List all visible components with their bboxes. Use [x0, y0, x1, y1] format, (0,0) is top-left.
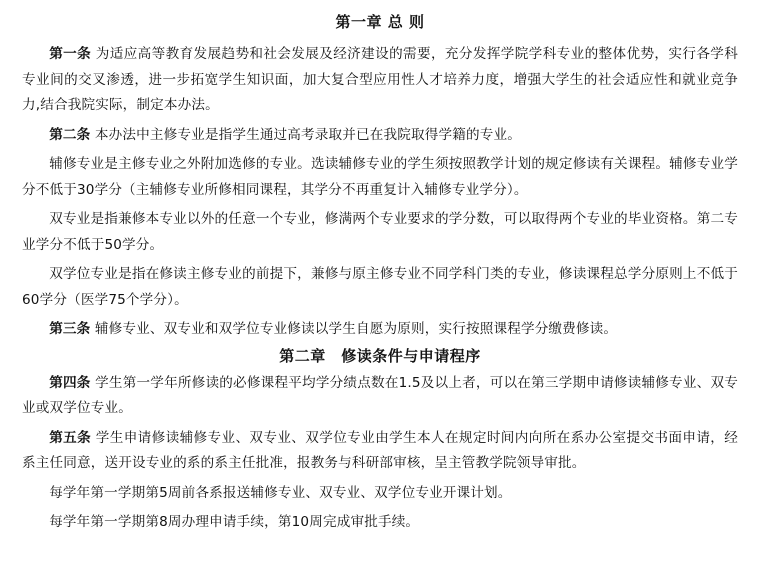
article-4-paragraph	[22, 371, 738, 422]
article-2-label: 第二条	[49, 126, 91, 143]
double-major-definition-paragraph: 双专业是指兼修本专业以外的任意一个专业，修满两个专业要求的学分数，可以取得两个专业的毕业资格。第二专业学分不低于50学分。	[22, 211, 738, 253]
course-plan-paragraph: 每学年第一学期第5周前各系报送辅修专业、双专业、双学位专业开课计划。	[49, 484, 512, 501]
article-5-paragraph	[22, 426, 738, 477]
minor-definition-paragraph: 辅修专业是主修专业之外附加选修的专业。选读辅修专业的学生须按照教学计划的规定修读有关课程。辅修专业学分不低于30学分（主辅修专业所修相同课程，其学分不再重复计入辅修专业学分）。	[22, 156, 738, 198]
chapter-1-title: 第一章 总 则	[335, 13, 425, 31]
article-1-text: 为适应高等教育发展趋势和社会发展及经济建设的需要，充分发挥学院学科专业的整体优势，实行各学科专业间的交叉渗透，进一步拓宽学生知识面，加大复合型应用性人才培养力度，增强大学生的社会适应性和就业竞争力,结合我院实际，制定本办法。	[22, 46, 738, 113]
article-1-paragraph	[22, 42, 738, 119]
article-2-paragraph	[22, 123, 738, 149]
article-1-label: 第一条	[49, 46, 92, 62]
application-procedure-paragraph: 每学年第一学期第8周办理申请手续，第10周完成审批手续。	[49, 514, 420, 530]
article-3-label: 第三条	[49, 321, 91, 337]
article-5-label: 第五条	[49, 429, 92, 446]
double-degree-definition-paragraph: 双学位专业是指在修读主修专业的前提下，兼修与原主修专业不同学科门类的专业，修读课程总学分原则上不低于60学分（医学75个学分）。	[22, 266, 738, 308]
article-3-paragraph	[22, 317, 738, 343]
article-4-label: 第四条	[49, 374, 91, 391]
article-5-text: 学生申请修读辅修专业、双专业、双学位专业由学生本人在规定时间内向所在系办公室提交书面申请，经系主任同意，送开设专业的系的系主任批准，报教务与科研部审核，呈主管教学院领导审批。	[22, 429, 738, 471]
article-4-text: 学生第一学年所修读的必修课程平均学分绩点数在1.5及以上者，可以在第三学期申请修读辅修专业、双专业或双学位专业。	[22, 374, 738, 416]
article-2-text: 本办法中主修专业是指学生通过高考录取并已在我院取得学籍的专业。	[90, 126, 521, 143]
article-3-text: 辅修专业、双专业和双学位专业修读以学生自愿为原则，实行按照课程学分缴费修读。	[90, 321, 618, 337]
chapter-2-title: 第二章 修读条件与申请程序	[279, 346, 481, 365]
